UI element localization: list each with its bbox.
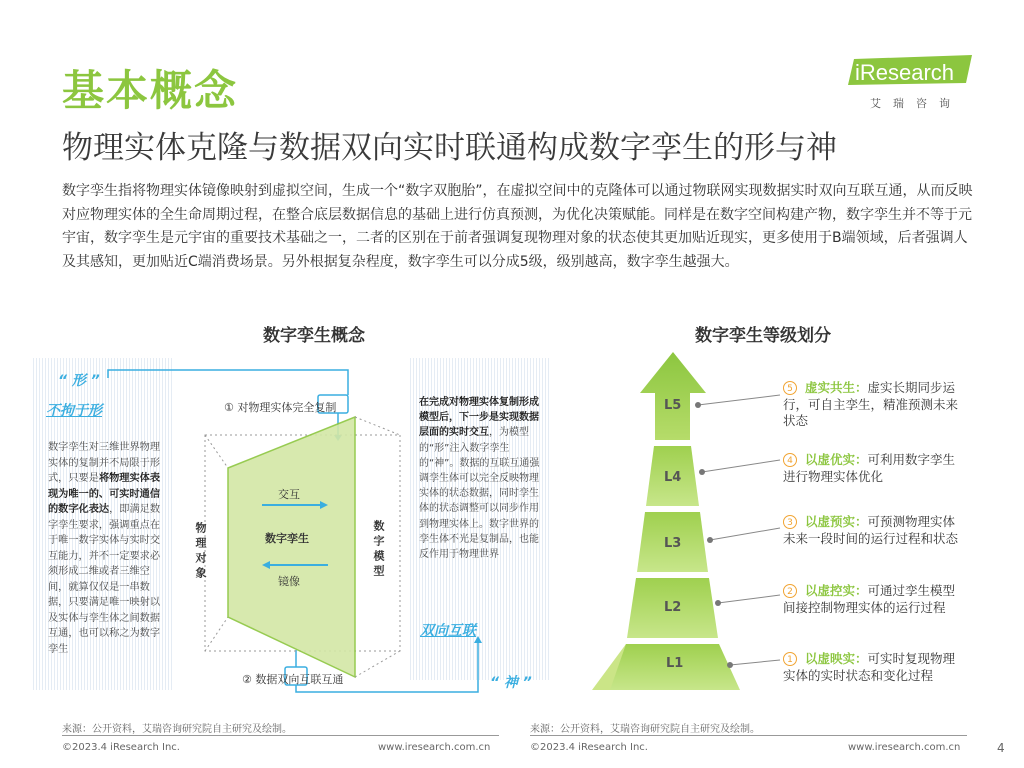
level-2-desc: 可通过孪生模型间接控制物理实体的运行过程 <box>783 583 956 615</box>
interact-label: 交互 <box>278 488 300 501</box>
level-5-number-icon: 5 <box>783 381 797 395</box>
level-label-l5: L5 <box>664 398 682 413</box>
copy-label: ① 对物理实体完全复制 <box>224 401 337 414</box>
mirror-label: 镜像 <box>278 575 300 588</box>
footer-url-left[interactable]: www.iresearch.com.cn <box>378 742 491 753</box>
right-panel-title: 数字孪生等级划分 <box>695 326 831 346</box>
logo-subtext: 艾瑞咨询 <box>870 97 962 110</box>
level-1-name: 以虚映实： <box>805 651 868 666</box>
right-source: 来源：公开资料，艾瑞咨询研究院自主研究及绘制。 <box>530 724 760 735</box>
level-desc-5 <box>783 380 958 430</box>
left-description <box>48 440 168 657</box>
right-desc-part1: ，为模型的“形”注入数字孪生的“神”。数据的互联互通强调孪生体可以完全反映物理实体的状态数据，同时孪生体的状态调整可以同步作用到物理实体上。数字世界的孪生体不光是复制品，也能反作用于物理世界 <box>419 427 540 561</box>
bujuyuxing-label: 不拘于形 <box>46 403 102 419</box>
level-3-desc: 可预测物理实体未来一段时间的运行过程和状态 <box>783 514 959 546</box>
level-2-number-icon: 2 <box>783 584 797 598</box>
level-label-l2: L2 <box>664 600 682 615</box>
sync-label: ② 数据双向互联互通 <box>242 673 344 686</box>
right-description <box>419 395 544 562</box>
digital-model-label: 数字模型 <box>372 520 385 580</box>
level-label-l1: L1 <box>666 656 684 671</box>
logo-text: iResearch <box>855 60 955 85</box>
level-3-name: 以虚预实： <box>805 514 868 529</box>
level-5-desc: 虚实长期同步运行，可自主孪生，精准预测未来状态 <box>783 380 959 428</box>
level-1-number-icon: 1 <box>783 652 797 666</box>
footer-copyright-right: ©2023.4 iResearch Inc. <box>530 742 648 753</box>
shen-label: “ 神 ” <box>490 675 532 691</box>
footer-divider-right <box>530 735 967 736</box>
right-desc-bold: 在完成对物理实体复制形成模型后，下一步是实现数据层面的实时交互 <box>419 397 539 439</box>
footer-url-right[interactable]: www.iresearch.com.cn <box>848 742 961 753</box>
level-4-number-icon: 4 <box>783 453 797 467</box>
level-5-name: 虚实共生： <box>805 380 868 395</box>
footer-copyright-left: ©2023.4 iResearch Inc. <box>62 742 180 753</box>
level-desc-3 <box>783 514 958 547</box>
level-desc-4 <box>783 452 958 485</box>
left-desc-part1: 数字孪生对三维世界物理实体的复制并不局限于形式，只要是 <box>48 442 161 484</box>
level-label-l4: L4 <box>664 470 682 485</box>
level-2-name: 以虚控实： <box>805 583 868 598</box>
level-desc-1 <box>783 651 958 684</box>
level-1-desc: 可实时复现物理实体的实时状态和变化过程 <box>783 651 956 683</box>
left-desc-bold: 将物理实体表现为唯一的、可实时通信的数字化表达 <box>48 473 161 515</box>
level-4-desc: 可利用数字孪生进行物理实体优化 <box>783 452 956 484</box>
intro-paragraph: 数字孪生指将物理实体镜像映射到虚拟空间，生成一个“数字双胞胎”，在虚拟空间中的克隆体可以通过物联网实现数据实时双向互联互通，从而反映对应物理实体的全生命周期过程，在整合底层数据信息的基础上进行仿真预测，为优化决策赋能。同样是在数字空间构建产物，数字孪生并不等于元宇宙，数字孪生是元宇宙的重要技术基础之一，二者的区别在于前者强调复现物理对象的状态使其更加贴近现实，更多使用于B端领域，后者强调人及其感知，更加贴近C端消费场景。另外根据复杂程度，数字孪生可以分成5级，级别越高，数字孪生越强大。 <box>62 183 973 270</box>
twin-label: 数字孪生 <box>265 532 309 545</box>
level-arrow-tip <box>640 352 706 440</box>
left-desc-part2: ，即满足数字孪生要求，强调重点在于唯一数字实体与实时交互能力，并不一定要求必须形成二维或者三维空间，就算仅仅是一串数据，只要满足唯一映射以及实体与孪生体之间数据互通，也可以称之为数字孪生 <box>48 504 161 655</box>
xing-label: “ 形 ” <box>58 373 100 389</box>
level-3-number-icon: 3 <box>783 515 797 529</box>
left-source: 来源：公开资料，艾瑞咨询研究院自主研究及绘制。 <box>62 724 292 735</box>
page-title: 基本概念 <box>62 66 239 115</box>
left-panel-title: 数字孪生概念 <box>263 326 365 346</box>
level-desc-2 <box>783 583 958 616</box>
page-number: 4 <box>997 741 1005 755</box>
level-label-l3: L3 <box>664 536 682 551</box>
footer-divider-left <box>62 735 499 736</box>
level-4-name: 以虚优实： <box>805 452 868 467</box>
shuangxiang-label: 双向互联 <box>420 623 476 639</box>
physical-object-label: 物理对象 <box>194 522 207 582</box>
page-subtitle: 物理实体克隆与数据双向实时联通构成数字孪生的形与神 <box>62 130 837 166</box>
